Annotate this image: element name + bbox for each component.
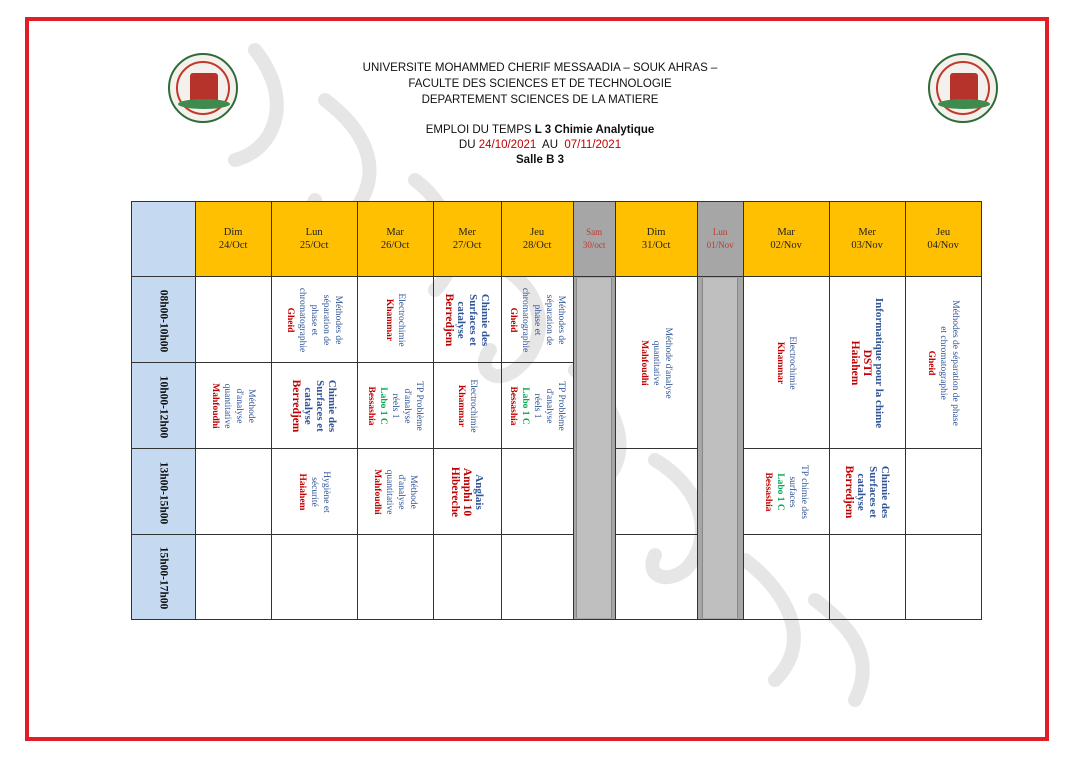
schedule-title: EMPLOI DU TEMPS L 3 Chimie Analytique (425, 124, 655, 136)
faculty-name: FACULTE DES SCIENCES ET DE TECHNOLOGIE (408, 78, 672, 90)
empty-cell (501, 535, 573, 620)
empty-cell (433, 535, 501, 620)
empty-cell (829, 535, 905, 620)
empty-cell (271, 535, 357, 620)
corner-cell (132, 202, 196, 277)
course-cell: TP chimie des surfaces Labo 1 C Bessashia (743, 449, 829, 535)
timetable (131, 201, 982, 620)
course-cell: Chimie des Surfaces et catalyse Berredjem (271, 363, 357, 449)
course-cell: Anglais Amphi 10 Hibereche (433, 449, 501, 535)
empty-cell (905, 449, 981, 535)
saturday-column (573, 277, 615, 620)
time-slot: 13h00-15h00 (132, 449, 196, 535)
room-label: Salle B 3 (516, 154, 564, 166)
empty-cell (357, 535, 433, 620)
day-header: Dim 31/Oct (615, 202, 697, 277)
empty-cell (195, 277, 271, 363)
course-cell: Méthode d'analyse quantitative Mahfoudhi (357, 449, 433, 535)
course-cell: Electrochimie Khammar (743, 277, 829, 449)
course-cell: Electrochimie Khammar (357, 277, 433, 363)
empty-cell (615, 535, 697, 620)
day-header-row (132, 202, 982, 277)
time-slot: 10h00-12h00 (132, 363, 196, 449)
time-slot: 08h00-10h00 (132, 277, 196, 363)
day-header: Lun 25/Oct (271, 202, 357, 277)
day-header: Mer 03/Nov (829, 202, 905, 277)
day-header: Mar 26/Oct (357, 202, 433, 277)
university-logo-right (928, 53, 998, 123)
course-cell: Hygiène et sécurité Haiahem (271, 449, 357, 535)
university-name: UNIVERSITE MOHAMMED CHERIF MESSAADIA – SOUK AHRAS – (362, 62, 718, 74)
time-slot: 15h00-17h00 (132, 535, 196, 620)
department-name: DEPARTEMENT SCIENCES DE LA MATIERE (421, 94, 659, 106)
course-cell: Chimie des Surfaces et catalyse Berredjem (433, 277, 501, 363)
day-header: Mar 02/Nov (743, 202, 829, 277)
empty-cell (615, 449, 697, 535)
course-cell: Méthode d'analyse quantitative Mahfoudhi (195, 363, 271, 449)
day-header: Dim 24/Oct (195, 202, 271, 277)
course-cell: TP Problème d'analyse réels 1 Labo 1 C Bessashia (501, 363, 573, 449)
course-cell: Electrochimie Khammar (433, 363, 501, 449)
holiday-column (697, 277, 743, 620)
course-cell: Chimie des Surfaces et catalyse Berredjem (829, 449, 905, 535)
course-cell: Méthodes de séparation de phase et chromatographie Gheid (271, 277, 357, 363)
day-header-saturday: Sam 30/oct (573, 202, 615, 277)
course-cell: Méthodes de séparation de phase et chromatographie Gheid (501, 277, 573, 363)
university-logo-left (168, 53, 238, 123)
empty-cell (905, 535, 981, 620)
course-cell: Informatique pour la chime DSTI Haiahem (829, 277, 905, 449)
schedule-dates: DU 24/10/2021 AU 07/11/2021 (458, 139, 622, 151)
day-header: Jeu 28/Oct (501, 202, 573, 277)
day-header-holiday: Lun 01/Nov (697, 202, 743, 277)
course-cell: Méthode d'analyse quantitative Mahfoudhi (615, 277, 697, 449)
empty-cell (195, 449, 271, 535)
course-cell: Méthodes de séparation de phase et chromatographie Gheid (905, 277, 981, 449)
empty-cell (195, 535, 271, 620)
day-header: Mer 27/Oct (433, 202, 501, 277)
empty-cell (501, 449, 573, 535)
empty-cell (743, 535, 829, 620)
course-cell: TP Problème d'analyse réels 1 Labo 1 C Bessashia (357, 363, 433, 449)
day-header: Jeu 04/Nov (905, 202, 981, 277)
